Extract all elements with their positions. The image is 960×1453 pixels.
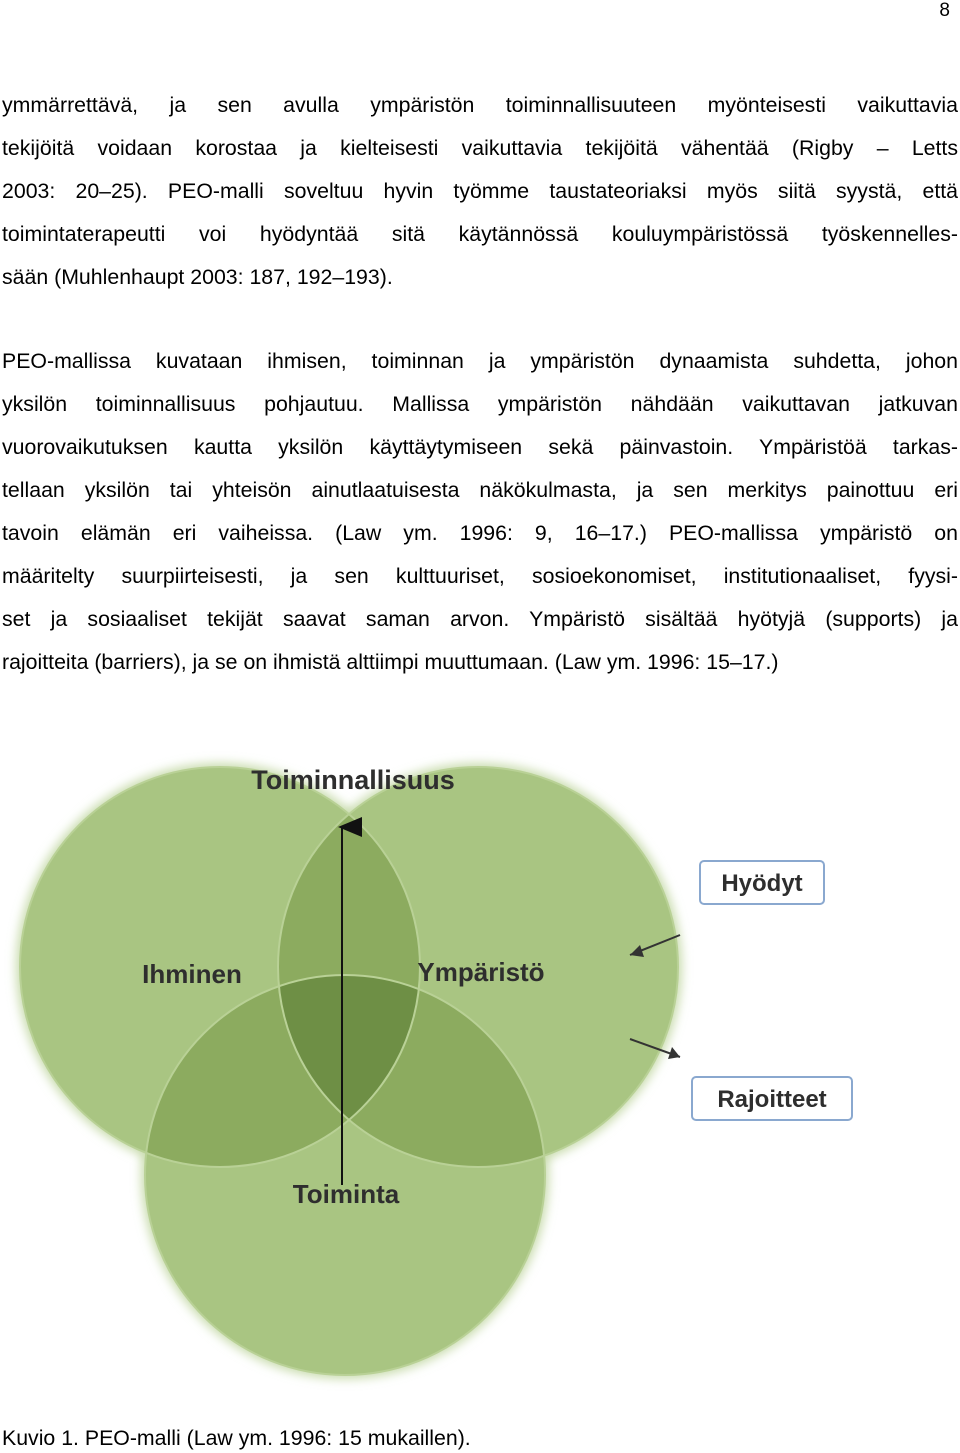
paragraph-line: määritelty suurpiirteisesti, ja sen kulttuuriset, sosioekonomiset, institutionaaliset, fyysi- [2,564,958,588]
page-number: 8 [939,0,950,21]
paragraph-2 [2,340,958,684]
toiminta-label: Toiminta [292,1179,400,1209]
paragraph-line: rajoitteita (barriers), ja se on ihmistä alttiimpi muuttumaan. (Law ym. 1996: 15–17.) [2,650,779,674]
peo-model-figure [0,745,960,1395]
paragraph-line: tavoin elämän eri vaiheissa. (Law ym. 1996: 9, 16–17.) PEO-mallissa ympäristö on [2,521,958,545]
peo-venn-diagram [0,745,960,1395]
paragraph-line: 2003: 20–25). PEO-malli soveltuu hyvin työmme taustateoriaksi myös siitä syystä, että [2,179,958,203]
paragraph-line: ymmärrettävä, ja sen avulla ympäristön toiminnallisuuteen myönteisesti vaikuttavia [2,93,958,117]
paragraph-1 [2,84,958,299]
paragraph-line: sään (Muhlenhaupt 2003: 187, 192–193). [2,265,393,289]
hyodyt-label: Hyödyt [721,870,803,897]
paragraph-line: tekijöitä voidaan korostaa ja kielteisesti vaikuttavia tekijöitä vähentää (Rigby – Letts [2,136,958,160]
rajoitteet-label: Rajoitteet [717,1086,827,1113]
paragraph-line: set ja sosiaaliset tekijät saavat saman arvon. Ympäristö sisältää hyötyjä (supports) ja [2,607,958,631]
paragraph-line: tellaan yksilön tai yhteisön ainutlaatuisesta näkökulmasta, ja sen merkitys painottuu eri [2,478,958,502]
paragraph-line: vuorovaikutuksen kautta yksilön käyttäytymiseen sekä päinvastoin. Ympäristöä tarkas- [2,435,958,459]
paragraph-line: PEO-mallissa kuvataan ihmisen, toiminnan ja ympäristön dynaamista suhdetta, johon [2,349,958,373]
figure-caption: Kuvio 1. PEO-malli (Law ym. 1996: 15 mukaillen). [2,1426,471,1450]
ymparisto-label: Ympäristö [417,957,545,987]
paragraph-line: yksilön toiminnallisuus pohjautuu. Mallissa ympäristön nähdään vaikuttavan jatkuvan [2,392,958,416]
toiminnallisuus-label: Toiminnallisuus [251,765,455,795]
paragraph-line: toimintaterapeutti voi hyödyntää sitä käytännössä kouluympäristössä työskennelles- [2,222,958,246]
ihminen-label: Ihminen [142,959,242,989]
